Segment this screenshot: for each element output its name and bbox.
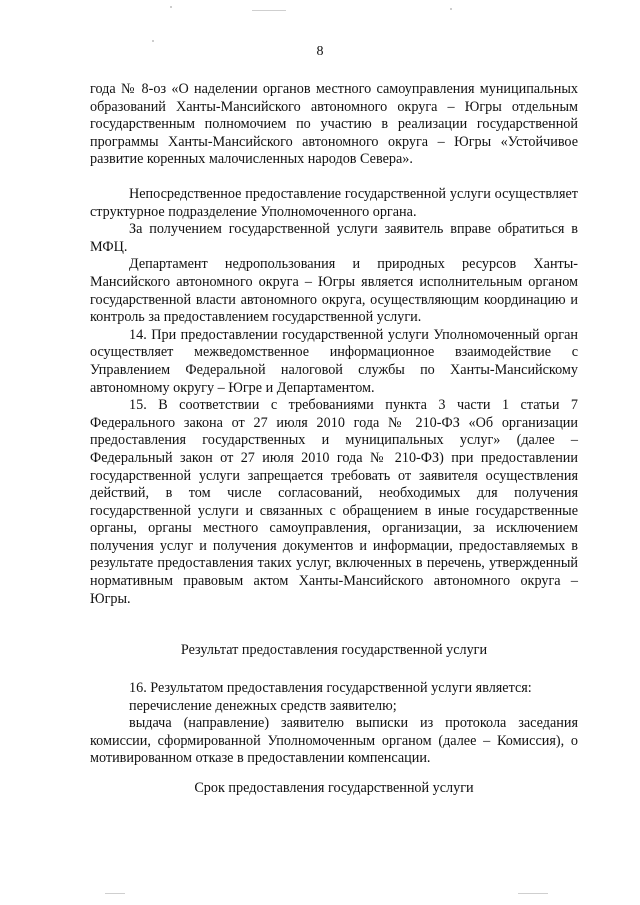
body-text-result (90, 680, 578, 768)
scan-artifact (450, 8, 452, 10)
paragraph: перечисление денежных средств заявителю; (129, 697, 397, 714)
paragraph: Департамент недропользования и природных ресурсов Ханты-Мансийского автономного округа – Югры является исполнительным органом государственной власти автономного округа, осуществляющим координацию и контроль за предоставлением государственной услуги. (90, 256, 578, 326)
scan-artifact (170, 6, 172, 8)
page-number: 8 (316, 44, 324, 59)
section-heading-result: Результат предоставления государственной услуги (180, 642, 488, 658)
paragraph: года № 8-оз «О наделении органов местного самоуправления муниципальных образований Ханты-Мансийского автономного округа – Югры отдельным государственным полномочием по участию в реализации государственной программы Ханты-Мансийского автономного округа – Югры «Устойчивое развитие коренных малочисленных народов Севера». (90, 81, 578, 168)
scan-artifact (152, 40, 154, 42)
body-text-main (90, 186, 578, 608)
paragraph: 16. Результатом предоставления государственной услуги является: (129, 680, 532, 696)
body-text-continuation (90, 81, 578, 169)
paragraph: выдача (направление) заявителю выписки из протокола заседания комиссии, сформированной Уполномоченным органом (далее – Комиссия), о мотивированном отказе в предоставлении компенсации. (90, 715, 578, 767)
scan-artifact (252, 10, 286, 11)
section-heading-term: Срок предоставления государственной услуги (194, 780, 474, 796)
scan-artifact (105, 893, 125, 894)
scan-artifact (518, 893, 548, 894)
paragraph: 15. В соответствии с требованиями пункта 3 части 1 статьи 7 Федерального закона от 27 июля 2010 года № 210-ФЗ «Об организации предоставления государственных и муниципальных услуг» (далее – Федеральный закон от 27 июля 2010 года № 210-ФЗ) при предоставлении государственной услуги запрещается требовать от заявителя осуществления действий, в том числе согласований, необходимых для получения государственной услуги и связанных с обращением в иные государственные органы, органы местного самоуправления, организации, за исключением получения услуг и получения документов и информации, предоставляемых в результате предоставления таких услуг, включенных в перечень, утвержденный нормативным правовым актом Ханты-Мансийского автономного округа – Югры. (90, 397, 578, 607)
paragraph: Непосредственное предоставление государственной услуги осуществляет структурное подразделение Уполномоченного органа. (90, 186, 578, 220)
paragraph: 14. При предоставлении государственной услуги Уполномоченный орган осуществляет межведомственное информационное взаимодействие с Управлением Федеральной налоговой службы по Ханты-Мансийскому автономному округу – Югре и Департаментом. (90, 326, 578, 396)
paragraph: За получением государственной услуги заявитель вправе обратиться в МФЦ. (90, 221, 578, 255)
